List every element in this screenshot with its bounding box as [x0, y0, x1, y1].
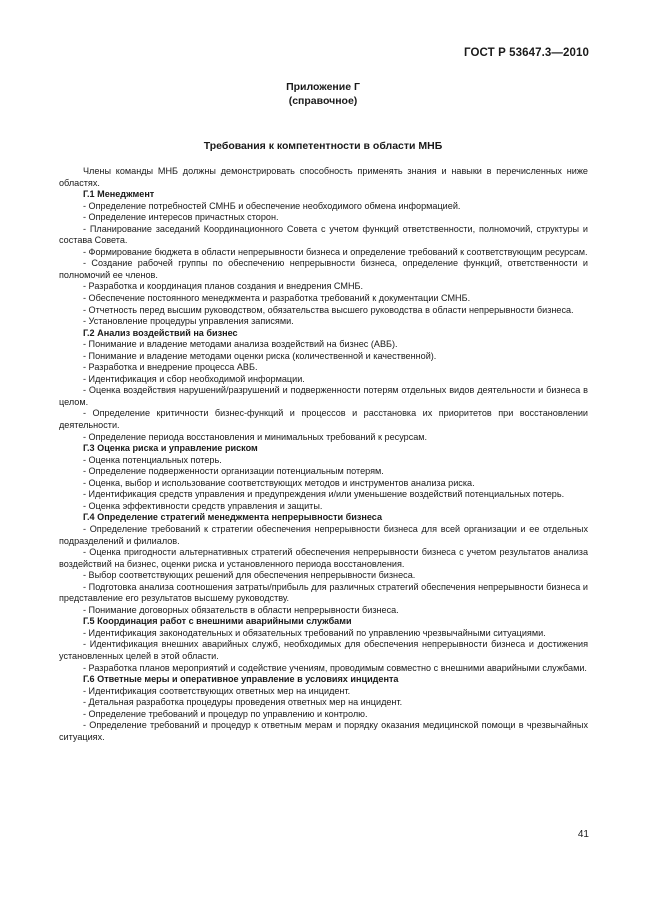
paragraph: - Оценка пригодности альтернативных стратегий обеспечения непрерывности бизнеса с учетом результатов анализа воздействий на бизнес, оценки риска и установленного периода восстановления.: [59, 547, 588, 569]
document-code: ГОСТ Р 53647.3—2010: [464, 47, 589, 59]
paragraph: - Выбор соответствующих решений для обеспечения непрерывности бизнеса.: [83, 570, 416, 581]
paragraph: - Планирование заседаний Координационного Совета с учетом функций ответственности, полномочий, структуры и состава Совета.: [59, 223, 588, 246]
paragraph: - Понимание и владение методами оценки риска (количественной и качественной).: [83, 350, 437, 361]
paragraph: - Понимание договорных обязательств в области непрерывности бизнеса.: [83, 604, 399, 615]
page-number: 41: [577, 829, 589, 840]
appendix-block: [0, 80, 646, 108]
paragraph: - Определение потребностей СМНБ и обеспечение необходимого обмена информацией.: [83, 200, 461, 211]
appendix-title: Приложение Г: [286, 81, 360, 93]
paragraph: - Разработка и внедрение процесса АВБ.: [83, 362, 258, 373]
subsection-heading: Г.3 Оценка риска и управление риском: [83, 443, 258, 454]
paragraph: - Отчетность перед высшим руководством, обязательства высшего руководства в области непрерывности бизнеса.: [83, 304, 574, 315]
paragraph: - Оценка, выбор и использование соответствующих методов и инструментов анализа риска.: [83, 477, 475, 488]
paragraph: - Определение подверженности организации потенциальным потерям.: [83, 466, 384, 477]
paragraph: - Обеспечение постоянного менеджмента и разработка требований к документации СМНБ.: [83, 293, 471, 304]
paragraph: - Оценка эффективности средств управления и защиты.: [83, 500, 323, 511]
paragraph: - Определение требований и процедур по управлению и контролю.: [83, 708, 368, 719]
paragraph: - Установление процедуры управления записями.: [83, 316, 294, 327]
paragraph: - Идентификация и сбор необходимой информации.: [83, 373, 305, 384]
subsection-heading: Г.1 Менеджмент: [83, 189, 155, 200]
paragraph: - Определение интересов причастных сторон.: [83, 212, 279, 223]
paragraph: - Оценка воздействия нарушений/разрушений и подверженности потерям отдельных видов деятельности и бизнеса в целом.: [59, 385, 588, 407]
paragraph: - Идентификация законодательных и обязательных требований по управлению чрезвычайными ситуациями.: [83, 627, 546, 638]
subsection-heading: Г.5 Координация работ с внешними аварийными службами: [83, 616, 352, 627]
subsection-heading: Г.4 Определение стратегий менеджмента непрерывности бизнеса: [83, 512, 383, 523]
subsection-heading: Г.2 Анализ воздействий на бизнес: [83, 327, 238, 338]
paragraph: - Определение периода восстановления и минимальных требований к ресурсам.: [83, 431, 428, 442]
paragraph: - Идентификация средств управления и предупреждения и/или уменьшение воздействий потенциальных потерь.: [83, 489, 565, 500]
paragraph: - Разработка планов мероприятий и содействие учениям, проводимым совместно с внешними аварийными службами.: [83, 662, 587, 673]
paragraph: - Оценка потенциальных потерь.: [83, 454, 222, 465]
paragraph: - Формирование бюджета в области непрерывности бизнеса и определение требований к соответствующим ресурсам.: [83, 246, 588, 257]
subsection-heading: Г.6 Ответные меры и оперативное управление в условиях инцидента: [83, 674, 399, 685]
paragraph: - Понимание и владение методами анализа воздействий на бизнес (АВБ).: [83, 339, 398, 350]
paragraph: - Определение требований и процедур к ответным мерам и порядку оказания медицинской помощи в чрезвычайных ситуациях.: [59, 720, 588, 742]
paragraph: - Определение требований к стратегии обеспечения непрерывности бизнеса для всей организации и ее отдельных подразделений и филиалов.: [59, 523, 588, 546]
paragraph: - Идентификация внешних аварийных служб, необходимых для обеспечения непрерывности бизнеса и достижения установленных целей в этой области.: [59, 639, 588, 661]
paragraph: - Создание рабочей группы по обеспечению непрерывности бизнеса, определение функций, ответственности и полномочий ее членов.: [59, 258, 588, 280]
paragraph: Члены команды МНБ должны демонстрировать способность применять знания и навыки в перечисленных ниже областях.: [59, 166, 588, 188]
paragraph: - Разработка и координация планов создания и внедрения СМНБ.: [83, 281, 364, 292]
section-heading: Требования к компетентности в области МНБ: [203, 140, 443, 152]
paragraph: - Определение критичности бизнес-функций и процессов и расстановка их приоритетов при восстановлении деятельности.: [59, 408, 588, 431]
paragraph: - Идентификация соответствующих ответных мер на инцидент.: [83, 685, 351, 696]
paragraph: - Подготовка анализа соотношения затраты/прибыль для различных стратегий обеспечения непрерывности бизнеса и представление его результатов высшему руководству.: [59, 581, 588, 604]
appendix-subtitle: (справочное): [288, 95, 358, 107]
paragraph: - Детальная разработка процедуры проведения ответных мер на инцидент.: [83, 697, 403, 708]
document-body: [59, 166, 588, 743]
